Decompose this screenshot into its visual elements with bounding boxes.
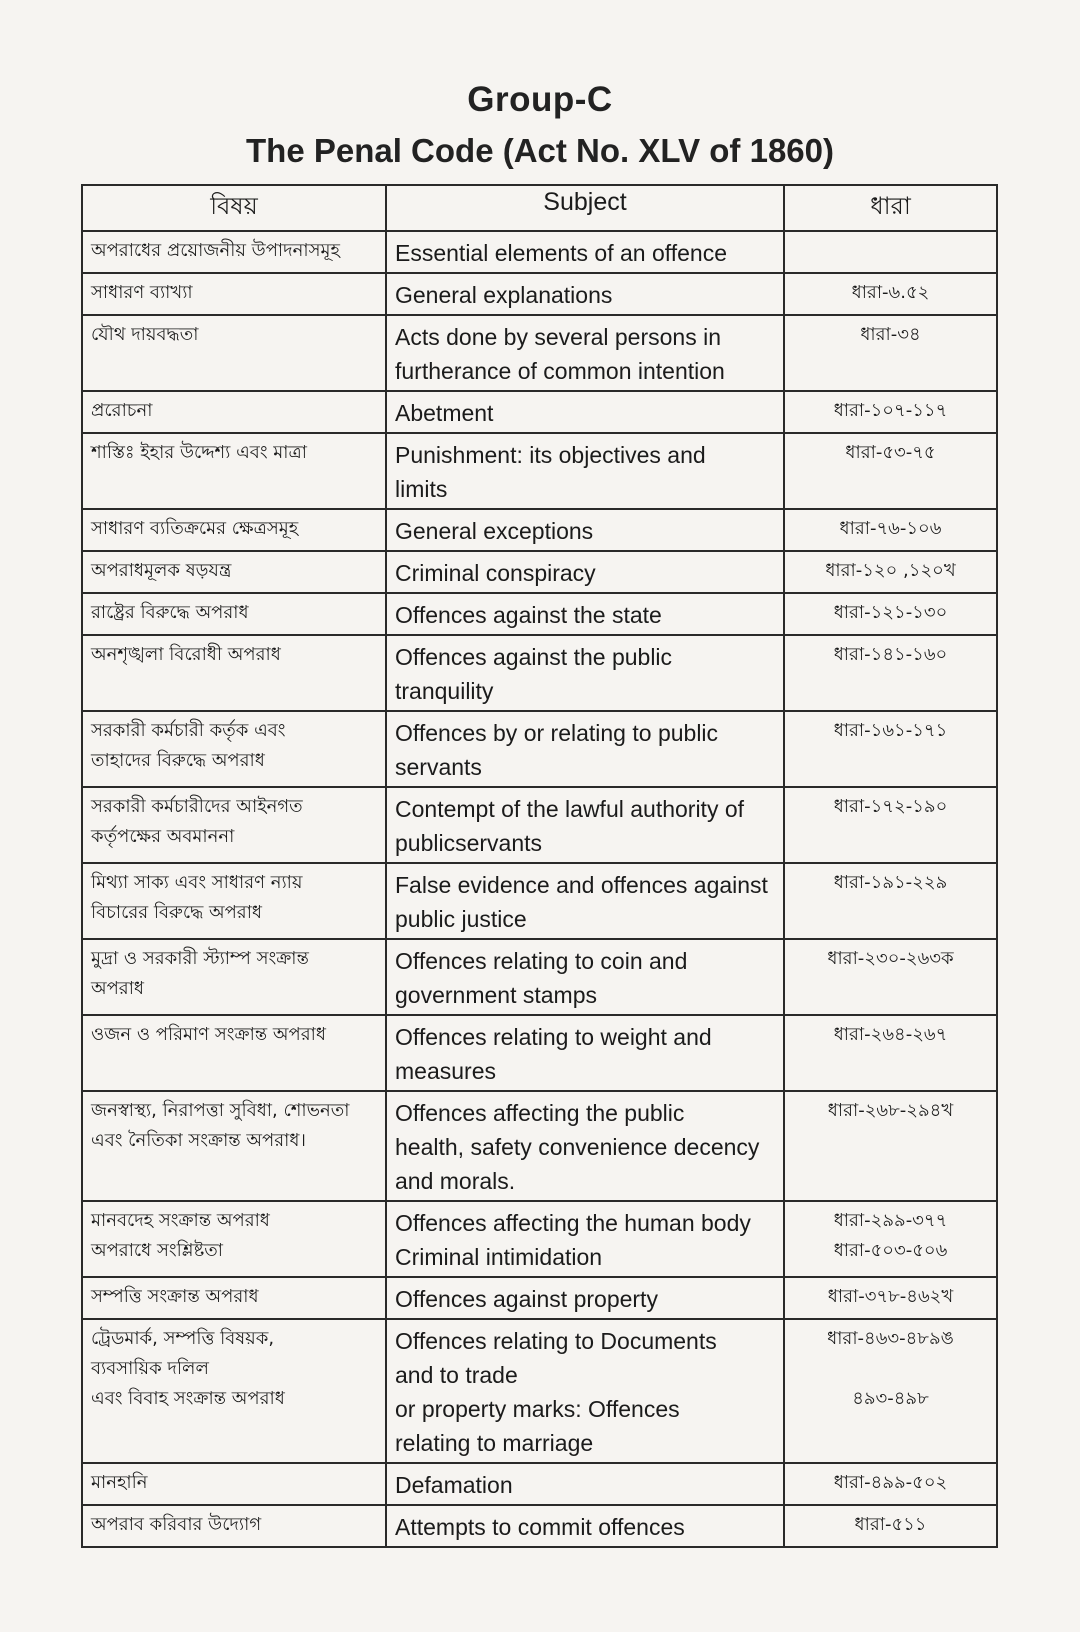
- group-title: Group-C: [467, 80, 613, 119]
- table-row: [82, 433, 997, 509]
- cell-bangla-subject: [82, 509, 386, 551]
- cell-bangla-subject-line: অপরাধমূলক ষড়যন্ত্র: [91, 560, 232, 581]
- cell-bangla-subject-line: সাধারণ ব্যতিক্রমের ক্ষেত্রসমূহ: [91, 518, 299, 539]
- table-row: [82, 635, 997, 711]
- cell-subject-line: Defamation: [395, 1472, 513, 1498]
- cell-bangla-subject: [82, 1015, 386, 1091]
- table-row: [82, 1277, 997, 1319]
- cell-bangla-subject-line: মানবদেহ সংক্রান্ত অপরাধ: [91, 1210, 270, 1231]
- cell-subject-line: Criminal intimidation: [395, 1244, 603, 1270]
- cell-section-line: ধারা-৬.৫২: [851, 282, 930, 303]
- cell-section-line: ধারা-৪৯৯-৫০২: [833, 1472, 948, 1493]
- cell-bangla-subject-line: অপরাধে সংশ্লিষ্টতা: [91, 1240, 224, 1261]
- cell-subject-line: Offences relating to coin and: [395, 948, 688, 974]
- table-header-row: [82, 185, 997, 231]
- cell-bangla-subject-line: অনশৃঙ্খলা বিরোধী অপরাধ: [91, 644, 281, 665]
- cell-subject: [386, 787, 784, 863]
- cell-bangla-subject: [82, 635, 386, 711]
- cell-section-line: ধারা-১০৭-১১৭: [833, 400, 948, 421]
- cell-subject-line: government stamps: [395, 982, 597, 1008]
- cell-section: [784, 1463, 997, 1505]
- cell-section-line: ধারা-৪৬৩-৪৮৯ঙ: [827, 1328, 954, 1349]
- cell-bangla-subject-line: জনস্বাস্থ্য, নিরাপত্তা সুবিধা, শোভনতা: [91, 1100, 350, 1121]
- table-row: [82, 1463, 997, 1505]
- cell-subject: [386, 939, 784, 1015]
- cell-subject-line: Offences against the state: [395, 602, 662, 628]
- cell-section: [784, 1319, 997, 1463]
- cell-subject: [386, 1015, 784, 1091]
- cell-bangla-subject-line: বিচারের বিরুদ্ধে অপরাধ: [91, 902, 263, 923]
- cell-section: [784, 391, 997, 433]
- cell-section-line: ধারা-৫৩-৭৫: [845, 442, 936, 463]
- cell-subject-line: health, safety convenience decency: [395, 1134, 760, 1160]
- cell-subject-line: Offences relating to Documents: [395, 1328, 717, 1354]
- cell-subject-line: Acts done by several persons in: [395, 324, 722, 350]
- cell-subject-line: or property marks: Offences: [395, 1396, 680, 1422]
- cell-section-line: ধারা-১৬১-১৭১: [833, 720, 948, 741]
- cell-subject: [386, 231, 784, 273]
- table-row: [82, 551, 997, 593]
- cell-subject-line: General explanations: [395, 282, 613, 308]
- cell-bangla-subject: [82, 711, 386, 787]
- cell-section-line: [793, 236, 988, 266]
- cell-bangla-subject: [82, 1319, 386, 1463]
- cell-section-line: ধারা-১৭২-১৯০: [833, 796, 948, 817]
- cell-subject: [386, 863, 784, 939]
- cell-bangla-subject-line: সাধারণ ব্যাখ্যা: [91, 282, 193, 303]
- table-row: [82, 1505, 997, 1547]
- cell-subject-line: measures: [395, 1058, 496, 1084]
- cell-bangla-subject-line: ট্রেডমার্ক, সম্পত্তি বিষয়ক,: [91, 1328, 275, 1349]
- table-row: [82, 315, 997, 391]
- cell-section: [784, 1201, 997, 1277]
- cell-section: [784, 1091, 997, 1201]
- cell-section: [784, 231, 997, 273]
- cell-subject: [386, 711, 784, 787]
- cell-subject-line: publicservants: [395, 830, 543, 856]
- cell-section: [784, 635, 997, 711]
- cell-bangla-subject-line: যৌথ দায়বদ্ধতা: [91, 324, 199, 345]
- cell-section: [784, 315, 997, 391]
- cell-bangla-subject: [82, 273, 386, 315]
- cell-section: [784, 593, 997, 635]
- cell-section-line: ধারা-১২০ ,১২০খ: [825, 560, 956, 581]
- table-row: [82, 711, 997, 787]
- cell-section: [784, 433, 997, 509]
- cell-bangla-subject-line: এবং নৈতিকা সংক্রান্ত অপরাধ।: [91, 1130, 306, 1151]
- cell-bangla-subject: [82, 787, 386, 863]
- cell-subject-line: Offences affecting the public: [395, 1100, 685, 1126]
- cell-section-line: ধারা-৫০৩-৫০৬: [833, 1240, 948, 1261]
- cell-bangla-subject: [82, 1505, 386, 1547]
- cell-bangla-subject: [82, 1277, 386, 1319]
- cell-bangla-subject-line: তাহাদের বিরুদ্ধে অপরাধ: [91, 750, 265, 771]
- cell-bangla-subject: [82, 315, 386, 391]
- cell-section: [784, 863, 997, 939]
- cell-section-line: ধারা-৩৭৮-৪৬২খ: [827, 1286, 954, 1307]
- cell-subject: [386, 635, 784, 711]
- cell-subject: [386, 1463, 784, 1505]
- cell-section: [784, 551, 997, 593]
- cell-bangla-subject: [82, 1463, 386, 1505]
- cell-bangla-subject-line: এবং বিবাহ সংক্রান্ত অপরাধ: [91, 1388, 285, 1409]
- cell-subject-line: servants: [395, 754, 482, 780]
- cell-bangla-subject-line: শাস্তিঃ ইহার উদ্দেশ্য এবং মাত্রা: [91, 442, 307, 463]
- cell-section: [784, 1015, 997, 1091]
- cell-bangla-subject-line: অপরাধের প্রয়োজনীয় উপাদনাসমূহ: [91, 240, 340, 261]
- cell-section: [784, 1505, 997, 1547]
- cell-subject-line: Attempts to commit offences: [395, 1514, 685, 1540]
- cell-bangla-subject-line: ব্যবসায়িক দলিল: [91, 1358, 209, 1379]
- table-row: [82, 391, 997, 433]
- cell-bangla-subject-line: মিথ্যা সাক্য এবং সাধারণ ন্যায়: [91, 872, 303, 893]
- cell-bangla-subject-line: সরকারী কর্মচারীদের আইনগত: [91, 796, 303, 817]
- column-header-section: ধারা: [784, 185, 997, 231]
- cell-subject-line: Punishment: its objectives and: [395, 442, 706, 468]
- cell-subject-line: Offences relating to weight and: [395, 1024, 712, 1050]
- cell-section-line: ধারা-১৪১-১৬০: [833, 644, 948, 665]
- cell-section-line: ৪৯৩-৪৯৮: [852, 1388, 929, 1409]
- cell-bangla-subject: [82, 231, 386, 273]
- table-row: [82, 273, 997, 315]
- cell-subject-line: and to trade: [395, 1362, 518, 1388]
- cell-subject-line: furtherance of common intention: [395, 358, 725, 384]
- cell-section-line: ধারা-৩৪: [860, 324, 921, 345]
- act-title: The Penal Code (Act No. XLV of 1860): [246, 132, 834, 169]
- cell-bangla-subject: [82, 863, 386, 939]
- cell-subject-line: Abetment: [395, 400, 494, 426]
- cell-subject: [386, 273, 784, 315]
- table-row: [82, 863, 997, 939]
- cell-subject: [386, 433, 784, 509]
- cell-bangla-subject: [82, 1201, 386, 1277]
- cell-bangla-subject-line: সম্পত্তি সংক্রান্ত অপরাধ: [91, 1286, 259, 1307]
- cell-subject: [386, 1201, 784, 1277]
- cell-bangla-subject-line: মুদ্রা ও সরকারী স্ট্যাম্প সংক্রান্ত: [91, 948, 309, 969]
- cell-subject-line: Essential elements of an offence: [395, 240, 728, 266]
- cell-bangla-subject: [82, 391, 386, 433]
- cell-bangla-subject: [82, 593, 386, 635]
- cell-section-line: ধারা-৭৬-১০৬: [839, 518, 942, 539]
- cell-section-line: ধারা-১২১-১৩০: [833, 602, 948, 623]
- cell-subject: [386, 1091, 784, 1201]
- cell-subject-line: Offences against the public: [395, 644, 673, 670]
- cell-bangla-subject: [82, 551, 386, 593]
- cell-bangla-subject-line: অপরাব করিবার উদ্যোগ: [91, 1514, 262, 1535]
- table-row: [82, 1319, 997, 1463]
- cell-subject-line: limits: [395, 476, 448, 502]
- cell-bangla-subject: [82, 433, 386, 509]
- table-row: [82, 509, 997, 551]
- cell-subject-line: Offences affecting the human body: [395, 1210, 751, 1236]
- cell-bangla-subject-line: সরকারী কর্মচারী কর্তৃক এবং: [91, 720, 286, 741]
- table-row: [82, 1015, 997, 1091]
- cell-section: [784, 711, 997, 787]
- cell-bangla-subject: [82, 1091, 386, 1201]
- table-row: [82, 939, 997, 1015]
- cell-bangla-subject-line: অপরাধ: [91, 978, 145, 999]
- cell-bangla-subject-line: মানহানি: [91, 1472, 148, 1493]
- column-header-bangla-subject: বিষয়: [82, 185, 386, 231]
- cell-subject-line: General exceptions: [395, 518, 594, 544]
- cell-bangla-subject-line: কর্তৃপক্ষের অবমাননা: [91, 826, 235, 847]
- cell-subject-line: relating to marriage: [395, 1430, 594, 1456]
- cell-subject: [386, 1319, 784, 1463]
- cell-section: [784, 509, 997, 551]
- cell-subject-line: Contempt of the lawful authority of: [395, 796, 745, 822]
- cell-subject-line: Offences against property: [395, 1286, 658, 1312]
- cell-section: [784, 273, 997, 315]
- cell-subject-line: and morals.: [395, 1168, 516, 1194]
- cell-subject: [386, 551, 784, 593]
- cell-bangla-subject: [82, 939, 386, 1015]
- cell-section-line: ধারা-২৩০-২৬৩ক: [827, 948, 954, 969]
- table-row: [82, 231, 997, 273]
- table-row: [82, 1201, 997, 1277]
- cell-subject: [386, 1505, 784, 1547]
- cell-subject: [386, 315, 784, 391]
- cell-section-line: ধারা-১৯১-২২৯: [833, 872, 948, 893]
- cell-section: [784, 939, 997, 1015]
- penal-code-table: [81, 184, 998, 1548]
- cell-subject: [386, 593, 784, 635]
- table-row: [82, 787, 997, 863]
- cell-section-line: ধারা-৫১১: [854, 1514, 927, 1535]
- cell-section: [784, 1277, 997, 1319]
- cell-subject: [386, 391, 784, 433]
- cell-subject: [386, 509, 784, 551]
- column-header-subject: Subject: [386, 185, 784, 231]
- cell-subject-line: False evidence and offences against: [395, 872, 768, 898]
- table-row: [82, 1091, 997, 1201]
- cell-section-line: ধারা-২৬৮-২৯৪খ: [827, 1100, 954, 1121]
- cell-subject-line: public justice: [395, 906, 527, 932]
- cell-subject-line: tranquility: [395, 678, 494, 704]
- cell-bangla-subject-line: ওজন ও পরিমাণ সংক্রান্ত অপরাধ: [91, 1024, 326, 1045]
- cell-subject-line: Criminal conspiracy: [395, 560, 596, 586]
- cell-section-line: ধারা-২৬৪-২৬৭: [833, 1024, 948, 1045]
- cell-bangla-subject-line: রাষ্ট্রের বিরুদ্ধে অপরাধ: [91, 602, 249, 623]
- cell-section-line: ধারা-২৯৯-৩৭৭: [833, 1210, 948, 1231]
- cell-section: [784, 787, 997, 863]
- table-row: [82, 593, 997, 635]
- cell-subject-line: Offences by or relating to public: [395, 720, 719, 746]
- cell-subject: [386, 1277, 784, 1319]
- cell-bangla-subject-line: প্ররোচনা: [91, 400, 153, 421]
- cell-section-line: [793, 1354, 988, 1384]
